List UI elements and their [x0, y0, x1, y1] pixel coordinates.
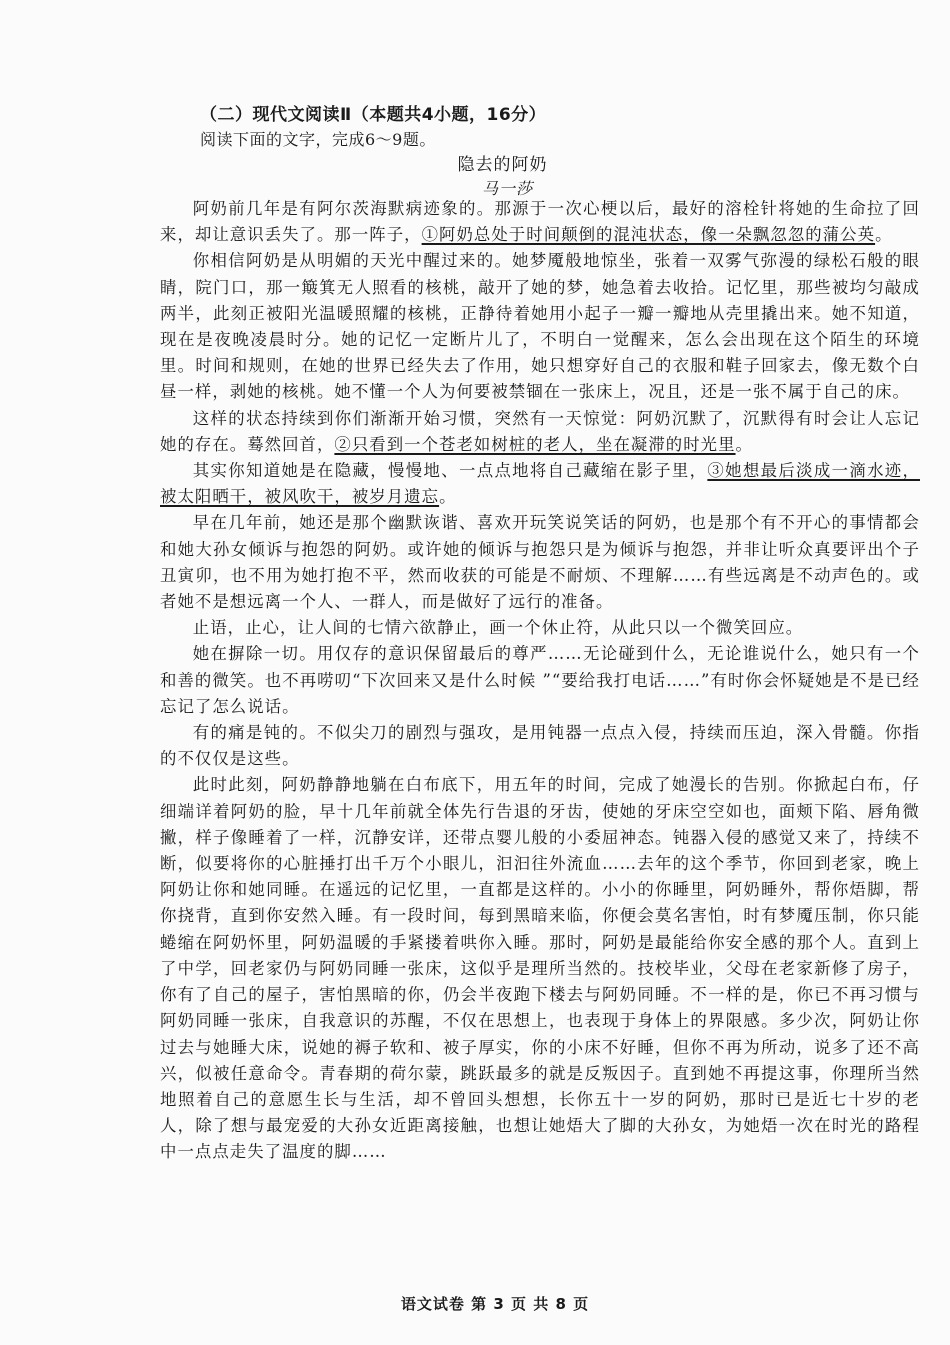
article-paragraph: [160, 641, 920, 720]
article-paragraph: [160, 510, 920, 615]
article-paragraph: [160, 406, 920, 458]
paragraph-text: 有的痛是钝的。不似尖刀的剧烈与强攻，是用钝器一点点入侵，持续而压迫，深入骨髓。你指的不仅仅是这些。: [160, 723, 920, 769]
page-footer: 语文试卷 第 3 页 共 8 页: [400, 1295, 590, 1313]
underlined-sentence: ①阿奶总处于时间颠倒的混沌状态，像一朵飘忽忽的蒲公英: [421, 225, 876, 245]
paragraph-text: 她在摒除一切。用仅存的意识保留最后的尊严……无论碰到什么，无论谁说什么，她只有一个和善的微笑。也不再唠叨“下次回来又是什么时候 ”“要给我打电话……”有时你会怀疑她是不是已经忘记了怎么说话。: [160, 644, 920, 716]
article-author: 马一莎: [481, 179, 533, 198]
article-paragraph: [160, 720, 920, 772]
underlined-sentence: ③她想最后淡成一滴水迹，被太阳晒干，被风吹干，被岁月遗忘: [160, 461, 920, 507]
article-paragraph: [160, 248, 920, 405]
paragraph-text: 。: [735, 434, 753, 454]
article-paragraph: [160, 772, 920, 1165]
article-title: 隐去的阿奶: [457, 155, 548, 175]
paragraph-text: 。: [439, 487, 457, 507]
paragraph-text: 你相信阿奶是从明媚的天光中醒过来的。她梦魇般地惊坐，张着一双雾气弥漫的绿松石般的眼睛，院门口，那一簸箕无人照看的核桃，敲开了她的梦，她急着去收拾。记忆里，那些被均匀敲成两半，此刻正被阳光温暖照耀的核桃，正静待着她用小起子一瓣一瓣地从壳里撬出来。她不知道，现在是夜晚凌晨时分。她的记忆一定断片儿了，不明白一觉醒来，怎么会出现在这个陌生的环境里。时间和规则，在她的世界已经失去了作用，她只想穿好自己的衣服和鞋子回家去，像无数个白昼一样，剥她的核桃。她不懂一个人为何要被禁锢在一张床上，况且，还是一张不属于自己的床。: [160, 251, 920, 402]
paragraph-text: 其实你知道她是在隐藏，慢慢地、一点点地将自己藏缩在影子里，: [192, 461, 708, 481]
paragraph-text: 这样的状态持续到你们渐渐开始习惯，突然有一天惊觉：阿奶沉默了，沉默得有时会让人忘记她的存在。蓦然回首，: [160, 408, 920, 454]
article-body: [160, 196, 920, 1166]
reading-instruction: 阅读下面的文字，完成6～9题。: [200, 130, 436, 149]
paragraph-text: 早在几年前，她还是那个幽默诙谐、喜欢开玩笑说笑话的阿奶，也是那个有不开心的事情都会和她大孙女倾诉与抱怨的阿奶。或许她的倾诉与抱怨只是为倾诉与抱怨，并非让听众真要评出个子丑寅卯，也不用为她打抱不平，然而收获的可能是不耐烦、不理解……有些远离是不动声色的。或者她不是想远离一个人、一群人，而是做好了远行的准备。: [160, 513, 920, 612]
article-paragraph: [160, 196, 920, 248]
paragraph-text: 止语，止心，让人间的七情六欲静止，画一个休止符，从此只以一个微笑回应。: [192, 618, 804, 638]
underlined-sentence: ②只看到一个苍老如树桩的老人，坐在凝滞的时光里: [334, 434, 736, 454]
paragraph-text: 此时此刻，阿奶静静地躺在白布底下，用五年的时间，完成了她漫长的告别。你掀起白布，仔细端详着阿奶的脸，早十几年前就全体先行告退的牙齿，使她的牙床空空如也，面颊下陷、唇角微撇，样子像睡着了一样，沉静安详，还带点婴儿般的小委屈神态。钝器入侵的感觉又来了，持续不断，似要将你的心脏捶打出千万个小眼儿，汩汩往外流血……去年的这个季节，你回到老家，晚上阿奶让你和她同睡。在遥远的记忆里，一直都是这样的。小小的你睡里，阿奶睡外，帮你焐脚，帮你挠背，直到你安然入睡。有一段时间，每到黑暗来临，你便会莫名害怕，时有梦魇压制，你只能蜷缩在阿奶怀里，阿奶温暖的手紧搂着哄你入睡。那时，阿奶是最能给你安全感的那个人。直到上了中学，回老家仍与阿奶同睡一张床，这似乎是理所当然的。技校毕业，父母在老家新修了房子，你有了自己的屋子，害怕黑暗的你，仍会半夜跑下楼去与阿奶同睡。不一样的是，你已不再习惯与阿奶同睡一张床，自我意识的苏醒，不仅在思想上，也表现于身体上的界限感。多少次，阿奶让你过去与她睡大床，说她的褥子软和、被子厚实，你的小床不好睡，但你不再为所动，说多了还不高兴，似被任意命令。青春期的荷尔蒙，跳跃最多的就是反叛因子。直到她不再提这事，你理所当然地照着自己的意愿生长与生活，却不曾回头想想，长你五十一岁的阿奶，那时已是近七十岁的老人，除了想与最宠爱的大孙女近距离接触，也想让她焐大了脚的大孙女，为她焐一次在时光的路程中一点点走失了温度的脚……: [160, 775, 920, 1162]
paragraph-text: 。: [875, 225, 893, 245]
paragraph-text: 阿奶前几年是有阿尔茨海默病迹象的。那源于一次心梗以后，最好的溶栓针将她的生命拉了回来，却让意识丢失了。那一阵子，: [160, 199, 920, 245]
section-title: （二）现代文阅读Ⅱ（本题共4小题，16分）: [200, 105, 547, 125]
article-paragraph: [160, 615, 920, 641]
article-paragraph: [160, 458, 920, 510]
